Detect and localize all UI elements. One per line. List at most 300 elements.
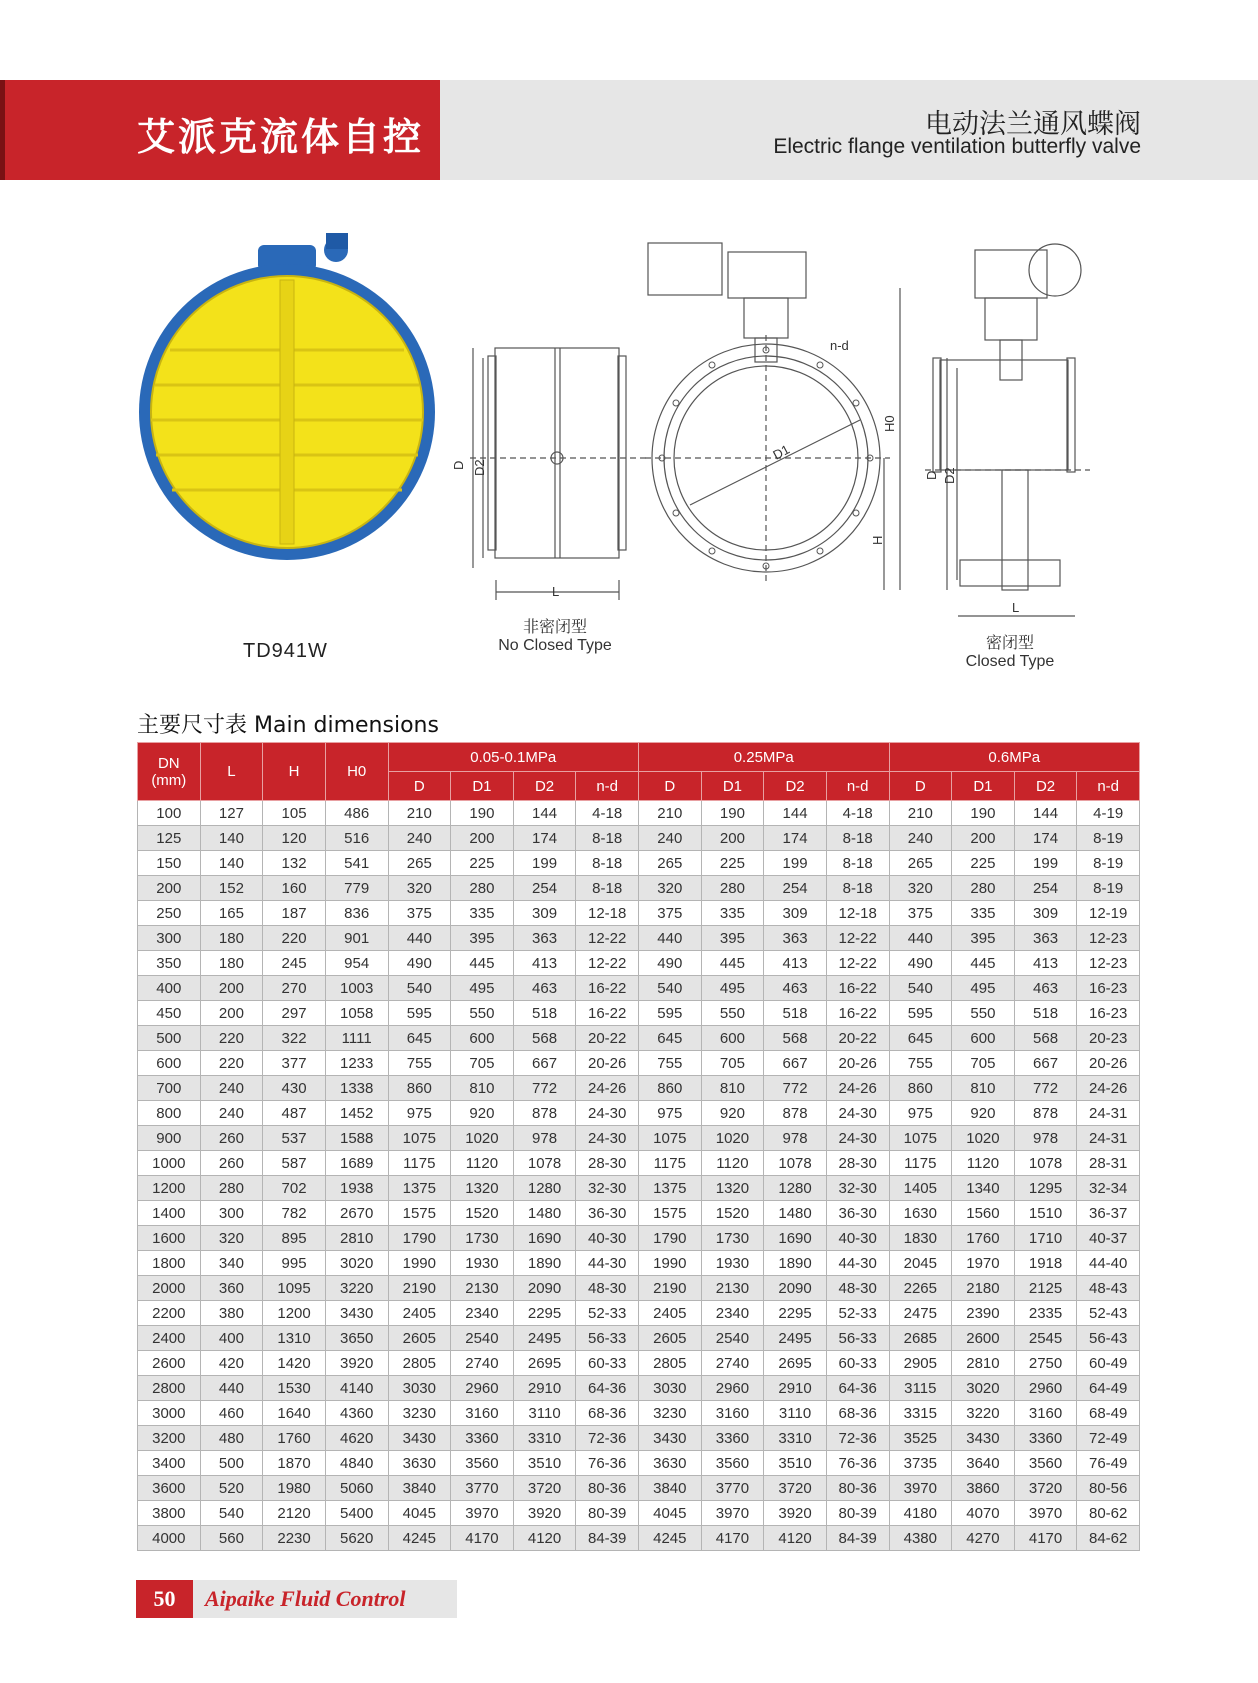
sub-col-d1: D1 xyxy=(701,772,764,801)
table-cell: 3110 xyxy=(513,1401,576,1426)
table-cell: 3430 xyxy=(325,1301,388,1326)
table-cell: 600 xyxy=(451,1026,514,1051)
table-cell: 1200 xyxy=(138,1176,201,1201)
table-cell: 1575 xyxy=(639,1201,702,1226)
col-header-dn-unit: (mm) xyxy=(151,771,187,789)
table-cell: 245 xyxy=(263,951,326,976)
table-cell: 2750 xyxy=(1014,1351,1077,1376)
table-cell: 975 xyxy=(388,1101,451,1126)
table-cell: 500 xyxy=(200,1451,263,1476)
table-cell: 541 xyxy=(325,851,388,876)
table-cell: 4045 xyxy=(639,1501,702,1526)
table-cell: 1120 xyxy=(701,1151,764,1176)
table-cell: 80-36 xyxy=(826,1476,889,1501)
table-cell: 901 xyxy=(325,926,388,951)
table-row xyxy=(138,1051,1140,1076)
table-row xyxy=(138,1201,1140,1226)
table-cell: 1980 xyxy=(263,1476,326,1501)
table-cell: 550 xyxy=(952,1001,1015,1026)
table-cell: 2295 xyxy=(513,1301,576,1326)
table-cell: 1890 xyxy=(513,1251,576,1276)
table-cell: 3630 xyxy=(388,1451,451,1476)
section-title: 主要尺寸表 Main dimensions xyxy=(137,713,439,738)
sub-col-nd: n-d xyxy=(1077,772,1140,801)
table-cell: 280 xyxy=(200,1176,263,1201)
table-cell: 48-43 xyxy=(1077,1276,1140,1301)
table-cell: 4840 xyxy=(325,1451,388,1476)
table-cell: 150 xyxy=(138,851,201,876)
table-cell: 487 xyxy=(263,1101,326,1126)
table-cell: 3800 xyxy=(138,1501,201,1526)
table-cell: 3360 xyxy=(1014,1426,1077,1451)
table-cell: 1078 xyxy=(513,1151,576,1176)
table-cell: 2045 xyxy=(889,1251,952,1276)
table-cell: 810 xyxy=(952,1076,1015,1101)
table-cell: 4170 xyxy=(1014,1526,1077,1551)
table-cell: 1800 xyxy=(138,1251,201,1276)
table-cell: 520 xyxy=(200,1476,263,1501)
table-cell: 363 xyxy=(513,926,576,951)
table-cell: 395 xyxy=(451,926,514,951)
table-cell: 878 xyxy=(513,1101,576,1126)
table-row xyxy=(138,976,1140,1001)
table-cell: 3000 xyxy=(138,1401,201,1426)
table-cell: 3630 xyxy=(639,1451,702,1476)
table-cell: 2605 xyxy=(639,1326,702,1351)
table-cell: 1790 xyxy=(639,1226,702,1251)
table-cell: 705 xyxy=(451,1051,514,1076)
table-cell: 1830 xyxy=(889,1226,952,1251)
table-cell: 975 xyxy=(889,1101,952,1126)
table-cell: 702 xyxy=(263,1176,326,1201)
table-cell: 44-30 xyxy=(576,1251,639,1276)
table-cell: 1111 xyxy=(325,1026,388,1051)
table-cell: 3720 xyxy=(1014,1476,1077,1501)
dim-label-D1: D1 xyxy=(770,441,793,463)
dim-label-D2-closed: D2 xyxy=(942,467,957,484)
table-cell: 3970 xyxy=(451,1501,514,1526)
table-cell: 2495 xyxy=(513,1326,576,1351)
table-cell: 3315 xyxy=(889,1401,952,1426)
table-cell: 200 xyxy=(138,876,201,901)
table-cell: 3220 xyxy=(325,1276,388,1301)
table-cell: 779 xyxy=(325,876,388,901)
table-cell: 1870 xyxy=(263,1451,326,1476)
dimensions-table xyxy=(137,742,1140,1551)
table-cell: 225 xyxy=(952,851,1015,876)
table-cell: 24-31 xyxy=(1077,1126,1140,1151)
table-cell: 1405 xyxy=(889,1176,952,1201)
table-cell: 140 xyxy=(200,851,263,876)
table-cell: 3115 xyxy=(889,1376,952,1401)
table-cell: 24-26 xyxy=(1077,1076,1140,1101)
table-cell: 127 xyxy=(200,801,263,826)
table-cell: 568 xyxy=(513,1026,576,1051)
table-cell: 413 xyxy=(764,951,827,976)
table-cell: 309 xyxy=(764,901,827,926)
table-cell: 254 xyxy=(1014,876,1077,901)
table-cell: 5400 xyxy=(325,1501,388,1526)
table-cell: 4245 xyxy=(639,1526,702,1551)
dim-label-D-closed: D xyxy=(924,470,939,480)
table-cell: 36-37 xyxy=(1077,1201,1140,1226)
table-cell: 2230 xyxy=(263,1526,326,1551)
table-cell: 3430 xyxy=(952,1426,1015,1451)
table-cell: 2605 xyxy=(388,1326,451,1351)
table-cell: 20-22 xyxy=(826,1026,889,1051)
table-cell: 3920 xyxy=(513,1501,576,1526)
table-cell: 3720 xyxy=(764,1476,827,1501)
model-label: TD941W xyxy=(243,640,328,662)
table-cell: 1930 xyxy=(701,1251,764,1276)
table-cell: 220 xyxy=(200,1051,263,1076)
table-cell: 300 xyxy=(200,1201,263,1226)
sub-col-d: D xyxy=(889,772,952,801)
table-row xyxy=(138,1076,1140,1101)
table-cell: 495 xyxy=(952,976,1015,1001)
table-cell: 1690 xyxy=(513,1226,576,1251)
table-cell: 200 xyxy=(952,826,1015,851)
table-cell: 210 xyxy=(639,801,702,826)
table-row xyxy=(138,901,1140,926)
table-cell: 60-33 xyxy=(576,1351,639,1376)
header-brand-banner xyxy=(0,80,440,180)
table-cell: 600 xyxy=(701,1026,764,1051)
table-cell: 8-19 xyxy=(1077,851,1140,876)
table-cell: 3200 xyxy=(138,1426,201,1451)
table-cell: 595 xyxy=(388,1001,451,1026)
table-cell: 1990 xyxy=(388,1251,451,1276)
table-cell: 445 xyxy=(952,951,1015,976)
table-cell: 3510 xyxy=(513,1451,576,1476)
drawing-closed xyxy=(925,244,1090,616)
table-cell: 1310 xyxy=(263,1326,326,1351)
table-cell: 2740 xyxy=(451,1351,514,1376)
table-cell: 132 xyxy=(263,851,326,876)
table-cell: 1200 xyxy=(263,1301,326,1326)
table-cell: 1520 xyxy=(701,1201,764,1226)
table-cell: 265 xyxy=(639,851,702,876)
table-cell: 240 xyxy=(889,826,952,851)
table-row xyxy=(138,1101,1140,1126)
table-row xyxy=(138,1501,1140,1526)
table-cell: 199 xyxy=(1014,851,1077,876)
table-cell: 52-33 xyxy=(826,1301,889,1326)
sub-col-nd: n-d xyxy=(576,772,639,801)
table-cell: 24-26 xyxy=(576,1076,639,1101)
table-cell: 5620 xyxy=(325,1526,388,1551)
table-cell: 309 xyxy=(513,901,576,926)
table-cell: 2190 xyxy=(639,1276,702,1301)
table-cell: 260 xyxy=(200,1126,263,1151)
table-cell: 2400 xyxy=(138,1326,201,1351)
table-cell: 3430 xyxy=(639,1426,702,1451)
table-cell: 920 xyxy=(701,1101,764,1126)
table-cell: 3970 xyxy=(1014,1501,1077,1526)
table-cell: 2740 xyxy=(701,1351,764,1376)
table-cell: 3310 xyxy=(513,1426,576,1451)
table-cell: 568 xyxy=(1014,1026,1077,1051)
sub-col-d2: D2 xyxy=(513,772,576,801)
table-cell: 1689 xyxy=(325,1151,388,1176)
table-cell: 860 xyxy=(388,1076,451,1101)
table-cell: 340 xyxy=(200,1251,263,1276)
table-cell: 3640 xyxy=(952,1451,1015,1476)
table-cell: 36-30 xyxy=(826,1201,889,1226)
table-cell: 1510 xyxy=(1014,1201,1077,1226)
figure-area xyxy=(0,210,1258,680)
table-cell: 190 xyxy=(701,801,764,826)
table-cell: 920 xyxy=(952,1101,1015,1126)
table-cell: 20-22 xyxy=(576,1026,639,1051)
table-cell: 3160 xyxy=(451,1401,514,1426)
table-cell: 105 xyxy=(263,801,326,826)
header-title-banner xyxy=(440,80,1258,180)
table-cell: 755 xyxy=(889,1051,952,1076)
table-cell: 2540 xyxy=(451,1326,514,1351)
col-header-dn-label: DN xyxy=(157,754,180,772)
pressure-group-1: 0.05-0.1MPa xyxy=(388,743,639,772)
table-cell: 413 xyxy=(1014,951,1077,976)
valve-shaft xyxy=(280,280,294,544)
table-cell: 1730 xyxy=(451,1226,514,1251)
table-cell: 550 xyxy=(701,1001,764,1026)
table-cell: 978 xyxy=(513,1126,576,1151)
table-cell: 413 xyxy=(513,951,576,976)
table-cell: 4120 xyxy=(764,1526,827,1551)
table-cell: 84-62 xyxy=(1077,1526,1140,1551)
table-cell: 3840 xyxy=(639,1476,702,1501)
table-cell: 3160 xyxy=(701,1401,764,1426)
table-cell: 1003 xyxy=(325,976,388,1001)
table-cell: 225 xyxy=(451,851,514,876)
table-cell: 8-19 xyxy=(1077,876,1140,901)
table-cell: 2000 xyxy=(138,1276,201,1301)
caption-no-closed xyxy=(480,614,630,655)
table-cell: 52-33 xyxy=(576,1301,639,1326)
table-cell: 68-49 xyxy=(1077,1401,1140,1426)
table-cell: 490 xyxy=(639,951,702,976)
table-cell: 84-39 xyxy=(576,1526,639,1551)
table-cell: 76-49 xyxy=(1077,1451,1140,1476)
table-cell: 1918 xyxy=(1014,1251,1077,1276)
table-cell: 12-18 xyxy=(576,901,639,926)
table-cell: 240 xyxy=(200,1101,263,1126)
table-cell: 3970 xyxy=(889,1476,952,1501)
table-row xyxy=(138,876,1140,901)
table-cell: 450 xyxy=(138,1001,201,1026)
pressure-group-2: 0.25MPa xyxy=(639,743,890,772)
table-cell: 1078 xyxy=(1014,1151,1077,1176)
table-cell: 76-36 xyxy=(576,1451,639,1476)
table-cell: 1690 xyxy=(764,1226,827,1251)
table-cell: 705 xyxy=(701,1051,764,1076)
table-cell: 2960 xyxy=(1014,1376,1077,1401)
table-cell: 200 xyxy=(451,826,514,851)
table-cell: 2130 xyxy=(701,1276,764,1301)
sub-col-d1: D1 xyxy=(451,772,514,801)
table-cell: 180 xyxy=(200,951,263,976)
table-cell: 3430 xyxy=(388,1426,451,1451)
product-title-cn: 电动法兰通风蝶阀 xyxy=(925,109,1141,140)
table-row xyxy=(138,1426,1140,1451)
table-cell: 254 xyxy=(764,876,827,901)
table-cell: 537 xyxy=(263,1126,326,1151)
table-cell: 3560 xyxy=(701,1451,764,1476)
table-cell: 375 xyxy=(889,901,952,926)
table-cell: 1400 xyxy=(138,1201,201,1226)
table-cell: 440 xyxy=(889,926,952,951)
table-cell: 28-30 xyxy=(826,1151,889,1176)
table-cell: 210 xyxy=(889,801,952,826)
table-cell: 2340 xyxy=(701,1301,764,1326)
table-cell: 2190 xyxy=(388,1276,451,1301)
table-cell: 975 xyxy=(639,1101,702,1126)
table-cell: 705 xyxy=(952,1051,1015,1076)
table-cell: 140 xyxy=(200,826,263,851)
table-cell: 8-18 xyxy=(576,826,639,851)
table-cell: 440 xyxy=(388,926,451,951)
table-cell: 667 xyxy=(513,1051,576,1076)
table-cell: 3160 xyxy=(1014,1401,1077,1426)
table-cell: 2405 xyxy=(639,1301,702,1326)
table-cell: 1520 xyxy=(451,1201,514,1226)
table-cell: 3020 xyxy=(325,1251,388,1276)
table-cell: 587 xyxy=(263,1151,326,1176)
table-cell: 2130 xyxy=(451,1276,514,1301)
table-cell: 486 xyxy=(325,801,388,826)
table-cell: 463 xyxy=(513,976,576,1001)
caption-closed-en: Closed Type xyxy=(965,653,1055,670)
table-cell: 200 xyxy=(701,826,764,851)
table-cell: 12-23 xyxy=(1077,951,1140,976)
table-cell: 4-19 xyxy=(1077,801,1140,826)
caption-closed-cn: 密闭型 xyxy=(985,633,1034,652)
table-cell: 250 xyxy=(138,901,201,926)
table-row xyxy=(138,1276,1140,1301)
table-cell: 72-36 xyxy=(826,1426,889,1451)
sub-col-d2: D2 xyxy=(1014,772,1077,801)
table-cell: 2125 xyxy=(1014,1276,1077,1301)
table-cell: 954 xyxy=(325,951,388,976)
table-cell: 1938 xyxy=(325,1176,388,1201)
table-cell: 240 xyxy=(200,1076,263,1101)
table-cell: 420 xyxy=(200,1351,263,1376)
sub-col-nd: n-d xyxy=(826,772,889,801)
table-cell: 56-33 xyxy=(826,1326,889,1351)
table-cell: 1320 xyxy=(451,1176,514,1201)
table-cell: 2805 xyxy=(388,1351,451,1376)
table-cell: 4140 xyxy=(325,1376,388,1401)
table-cell: 335 xyxy=(701,901,764,926)
drawing-no-closed xyxy=(470,348,650,600)
table-cell: 40-30 xyxy=(576,1226,639,1251)
table-cell: 1175 xyxy=(388,1151,451,1176)
table-cell: 4045 xyxy=(388,1501,451,1526)
table-cell: 490 xyxy=(889,951,952,976)
table-cell: 80-56 xyxy=(1077,1476,1140,1501)
table-cell: 1020 xyxy=(451,1126,514,1151)
table-cell: 24-26 xyxy=(826,1076,889,1101)
table-cell: 1480 xyxy=(764,1201,827,1226)
table-cell: 645 xyxy=(388,1026,451,1051)
table-cell: 2960 xyxy=(701,1376,764,1401)
table-cell: 2685 xyxy=(889,1326,952,1351)
table-cell: 400 xyxy=(200,1326,263,1351)
table-cell: 16-22 xyxy=(576,976,639,1001)
table-cell: 270 xyxy=(263,976,326,1001)
table-cell: 4170 xyxy=(701,1526,764,1551)
table-cell: 645 xyxy=(639,1026,702,1051)
table-cell: 1020 xyxy=(701,1126,764,1151)
table-row xyxy=(138,1026,1140,1051)
table-cell: 600 xyxy=(952,1026,1015,1051)
table-cell: 2695 xyxy=(513,1351,576,1376)
table-cell: 1375 xyxy=(388,1176,451,1201)
table-cell: 1120 xyxy=(952,1151,1015,1176)
table-cell: 8-18 xyxy=(826,851,889,876)
table-cell: 4-18 xyxy=(826,801,889,826)
table-cell: 878 xyxy=(1014,1101,1077,1126)
table-cell: 24-31 xyxy=(1077,1101,1140,1126)
table-cell: 3510 xyxy=(764,1451,827,1476)
table-cell: 12-23 xyxy=(1077,926,1140,951)
table-cell: 320 xyxy=(388,876,451,901)
table-cell: 80-39 xyxy=(826,1501,889,1526)
table-row xyxy=(138,1126,1140,1151)
table-cell: 2670 xyxy=(325,1201,388,1226)
table-cell: 56-33 xyxy=(576,1326,639,1351)
table-cell: 144 xyxy=(764,801,827,826)
table-cell: 920 xyxy=(451,1101,514,1126)
caption-no-closed-cn: 非密闭型 xyxy=(522,617,587,636)
table-cell: 2475 xyxy=(889,1301,952,1326)
table-cell: 860 xyxy=(889,1076,952,1101)
table-cell: 8-18 xyxy=(576,851,639,876)
table-cell: 1280 xyxy=(764,1176,827,1201)
table-cell: 48-30 xyxy=(576,1276,639,1301)
table-cell: 3770 xyxy=(701,1476,764,1501)
table-cell: 3840 xyxy=(388,1476,451,1501)
table-cell: 4000 xyxy=(138,1526,201,1551)
table-cell: 24-30 xyxy=(576,1101,639,1126)
table-cell: 2800 xyxy=(138,1376,201,1401)
table-cell: 4270 xyxy=(952,1526,1015,1551)
table-cell: 480 xyxy=(200,1426,263,1451)
table-cell: 2265 xyxy=(889,1276,952,1301)
table-cell: 68-36 xyxy=(576,1401,639,1426)
table-cell: 350 xyxy=(138,951,201,976)
table-cell: 1320 xyxy=(701,1176,764,1201)
table-cell: 20-26 xyxy=(576,1051,639,1076)
table-cell: 280 xyxy=(451,876,514,901)
table-cell: 265 xyxy=(388,851,451,876)
table-cell: 1560 xyxy=(952,1201,1015,1226)
table-cell: 8-19 xyxy=(1077,826,1140,851)
table-cell: 878 xyxy=(764,1101,827,1126)
table-cell: 1575 xyxy=(388,1201,451,1226)
table-cell: 800 xyxy=(138,1101,201,1126)
table-cell: 165 xyxy=(200,901,263,926)
table-cell: 3920 xyxy=(325,1351,388,1376)
table-cell: 80-39 xyxy=(576,1501,639,1526)
table-cell: 52-43 xyxy=(1077,1301,1140,1326)
table-cell: 320 xyxy=(889,876,952,901)
table-cell: 20-26 xyxy=(826,1051,889,1076)
table-cell: 2600 xyxy=(138,1351,201,1376)
table-cell: 60-33 xyxy=(826,1351,889,1376)
table-row xyxy=(138,926,1140,951)
